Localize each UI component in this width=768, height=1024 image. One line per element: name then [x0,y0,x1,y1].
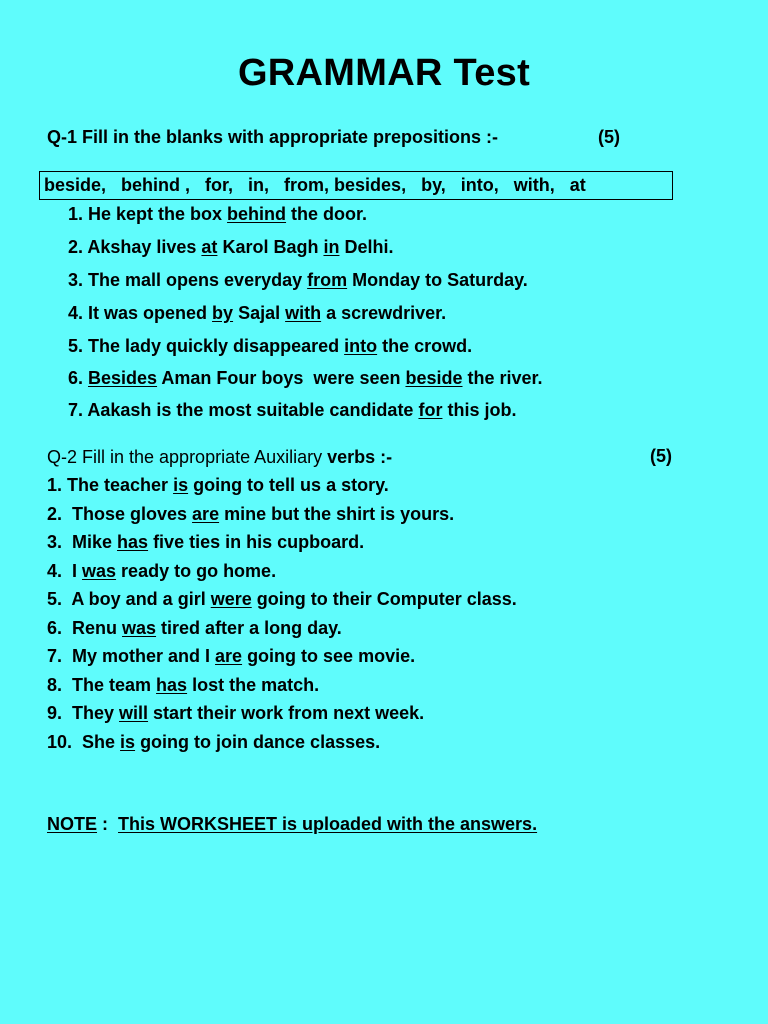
q2-item-text: lost the match. [187,675,320,695]
q2-item [47,559,276,583]
q2-item-text: 7. My mother and I [47,646,216,666]
q1-marks: (5) [598,127,620,147]
q1-item-text: 2. Akshay lives [68,237,202,257]
q1-item-text: 4. It was opened [68,303,213,323]
q2-item [47,644,415,668]
q1-answer: Besides [88,368,158,388]
q1-item [68,301,446,325]
q2-answer: has [156,675,188,695]
q2-item-text: 2. Those gloves [47,504,193,524]
q1-answer: into [344,336,378,356]
q2-answer: has [117,532,149,552]
q1-item [68,366,543,390]
q1-answer: from [307,270,348,290]
q2-item [47,673,319,697]
q1-item-text: 3. The mall opens everyday [68,270,308,290]
note [47,814,537,835]
q2-answer: was [82,561,117,581]
q1-item-text: this job. [442,400,517,420]
q2-item [47,616,342,640]
q2-answer: are [192,504,220,524]
q2-item-text: start their work from next week. [148,703,425,723]
q2-item [47,502,454,526]
q2-answer: is [120,732,136,752]
q1-item-text: Monday to Saturday. [347,270,528,290]
q2-item-text: going to join dance classes. [135,732,381,752]
q2-heading [47,445,392,469]
note-text: This WORKSHEET is uploaded with the answers. [118,814,538,834]
q1-answer: with [285,303,322,323]
q1-item [68,268,528,292]
q1-item-text: the river. [462,368,543,388]
q2-item-text: 4. I [47,561,83,581]
q1-item [68,235,393,259]
q1-item [68,398,516,422]
q2-item-text: mine but the shirt is yours. [219,504,455,524]
q1-answer: at [201,237,218,257]
q2-marks: (5) [650,446,672,466]
q1-item-text: 6. [68,368,89,388]
q2-answer: will [119,703,149,723]
q1-item-text: Sajal [233,303,286,323]
q2-answer: are [215,646,243,666]
q2-item-text: going to their Computer class. [251,589,517,609]
q2-item [47,473,389,497]
q2-answer: were [210,589,252,609]
q1-item [68,202,367,226]
q2-item [47,530,364,554]
q2-heading-bold: verbs :- [327,447,393,467]
q1-answer: behind [227,204,287,224]
page-title: GRAMMAR Test [237,52,531,94]
q2-item [47,701,424,725]
q2-item-text: going to tell us a story. [188,475,389,495]
q2-item-text: 8. The team [47,675,157,695]
note-label: NOTE [47,814,98,834]
q1-answer: for [418,400,443,420]
q2-heading-plain: Q-2 Fill in the appropriate Auxiliary [47,447,328,467]
q2-item-text: 1. The teacher [47,475,174,495]
q1-answer: by [212,303,234,323]
q2-item-text: tired after a long day. [156,618,342,638]
q2-item [47,587,517,611]
q2-item-text: ready to go home. [116,561,277,581]
q1-item-text: Karol Bagh [217,237,324,257]
q1-item-text: a screwdriver. [321,303,447,323]
q1-item-text: 7. Aakash is the most suitable candidate [68,400,419,420]
q1-item-text: the door. [286,204,368,224]
q1-item-text: Delhi. [339,237,394,257]
q2-answer: is [173,475,189,495]
q2-item-text: 10. She [47,732,121,752]
q2-item-text: 5. A boy and a girl [47,589,211,609]
q2-item-text: 3. Mike [47,532,118,552]
q2-answer: was [122,618,157,638]
note-separator: : [97,814,119,834]
q1-item-text: the crowd. [377,336,473,356]
q2-item-text: five ties in his cupboard. [148,532,365,552]
q2-item-text: 6. Renu [47,618,123,638]
q1-answer: beside [405,368,463,388]
q2-item-text: going to see movie. [242,646,416,666]
q1-item [68,334,472,358]
q2-item-text: 9. They [47,703,120,723]
q2-item [47,730,380,754]
q1-heading: Q-1 Fill in the blanks with appropriate prepositions :- [47,127,499,147]
q1-item-text: 1. He kept the box [68,204,228,224]
q1-item-text: 5. The lady quickly disappeared [68,336,345,356]
q1-answer: in [323,237,340,257]
word-box: beside, behind , for, in, from, besides, by, into, with, at [39,171,673,200]
q1-item-text: Aman Four boys were seen [157,368,406,388]
